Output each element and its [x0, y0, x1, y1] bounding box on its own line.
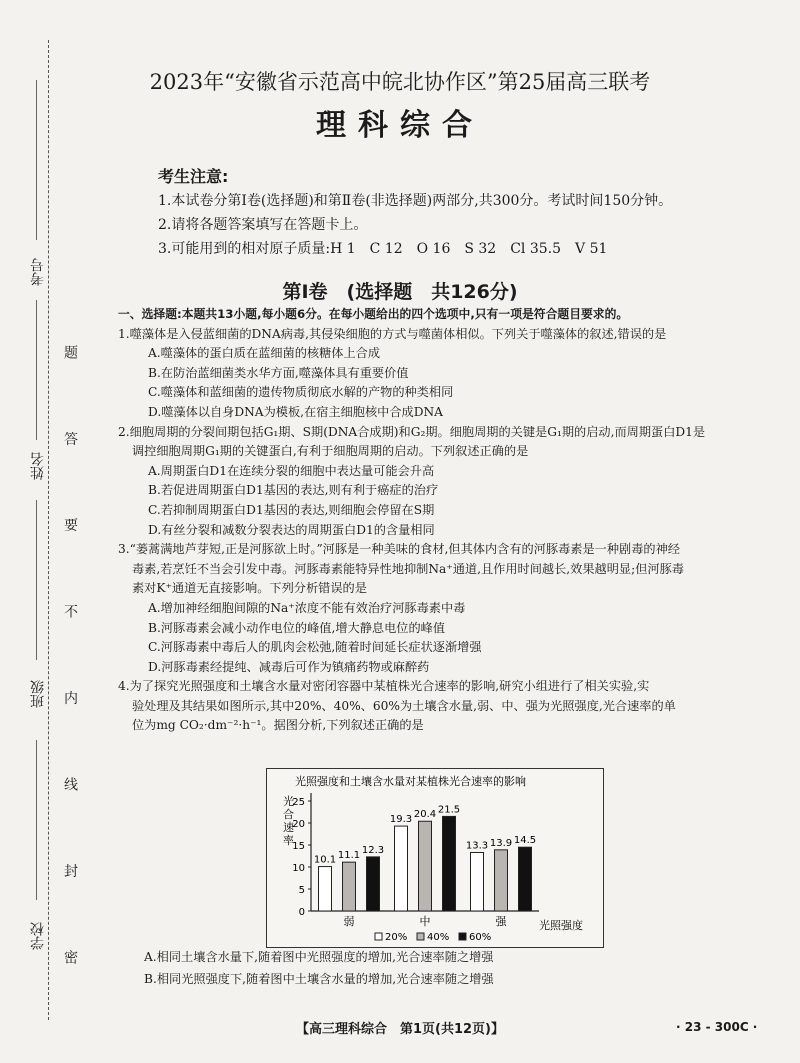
bar — [471, 852, 484, 911]
kaohao-label: 考号 — [30, 258, 46, 286]
bar — [419, 821, 432, 911]
bar — [495, 850, 508, 911]
q3-option-c: C.河豚毒素中毒后人的肌肉会松弛,随着时间延长症状逐渐增强 — [148, 640, 482, 655]
q3-stem-2: 毒素,若烹饪不当会引发中毒。河豚毒素能特异性地抑制Na⁺通道,且作用时间越长,效果越明显;但河豚毒 — [132, 561, 684, 576]
bar — [395, 826, 408, 911]
bar — [343, 862, 356, 911]
xuexiao-label: 学校 — [30, 922, 46, 950]
bar — [519, 847, 532, 911]
bar — [319, 867, 332, 911]
q1-option-b: B.在防治蓝细菌类水华方面,噬藻体具有重要价值 — [148, 365, 409, 380]
binding-margin — [0, 0, 100, 1063]
q3-stem: 3.“蒌蒿满地芦芽短,正是河豚欲上时。”河豚是一种美味的食材,但其体内含有的河豚毒素是一种剧毒的神经 — [118, 542, 680, 557]
cut-line — [48, 40, 49, 1020]
q4-option-a: A.相同土壤含水量下,随着图中光照强度的增加,光合速率随之增强 — [144, 950, 494, 964]
chart-ylabel: 光合速率 — [283, 795, 294, 847]
legend-label: 40% — [427, 932, 450, 943]
notice-heading: 考生注意: — [158, 167, 229, 186]
x-category-label: 中 — [419, 915, 431, 928]
q3-option-b: B.河豚毒素会减小动作电位的峰值,增大静息电位的峰值 — [148, 620, 446, 635]
bar-value-label: 12.3 — [361, 844, 385, 856]
x-category-label: 强 — [495, 915, 507, 928]
q1-option-d: D.噬藻体以自身DNA为模板,在宿主细胞核中合成DNA — [148, 404, 443, 419]
bar-value-label: 21.5 — [437, 804, 461, 816]
q2-option-a: A.周期蛋白D1在连续分裂的细胞中表达量可能会升高 — [148, 463, 435, 478]
exam-title: 2023年“安徽省示范高中皖北协作区”第25届高三联考 — [149, 70, 651, 94]
q1-option-c: C.噬藻体和蓝细菌的遗传物质彻底水解的产物的种类相同 — [148, 385, 454, 400]
legend-swatch — [459, 933, 466, 940]
q4-stem-2: 验处理及其结果如图所示,其中20%、40%、60%为土壤含水量,弱、中、强为光照强度,光合速率的单 — [132, 698, 676, 713]
page-footer: 【高三理科综合 第1页(共12页)】 — [295, 1022, 505, 1037]
notice-item: 3.可能用到的相对原子质量:H 1 C 12 O 16 S 32 Cl 35.5 V 51 — [158, 241, 608, 257]
y-tick-label: 20 — [292, 819, 305, 830]
q2-stem-2: 调控细胞周期G₁期的关键蛋白,有利于细胞周期的启动。下列叙述正确的是 — [132, 444, 529, 459]
legend-label: 20% — [385, 932, 408, 943]
q4-option-b: B.相同光照强度下,随着图中土壤含水量的增加,光合速率随之增强 — [144, 972, 494, 986]
chart-xlabel: 光照强度 — [539, 919, 583, 932]
seal-warning: 题 答 要 不 内 线 封 密 — [62, 345, 78, 999]
bar-value-label: 14.5 — [513, 835, 537, 847]
xuexiao-line — [36, 740, 37, 900]
bar-chart-figure — [266, 768, 604, 948]
bar-value-label: 20.4 — [413, 809, 437, 821]
bar — [367, 857, 380, 911]
banji-label: 班级 — [30, 680, 46, 708]
q1-option-a: A.噬藻体的蛋白质在蓝细菌的核糖体上合成 — [148, 346, 381, 361]
bar-value-label: 13.9 — [489, 837, 513, 849]
legend-swatch — [375, 933, 382, 940]
legend-swatch — [417, 933, 424, 940]
q3-option-a: A.增加神经细胞间隙的Na⁺浓度不能有效治疗河豚毒素中毒 — [148, 600, 466, 615]
q3-stem-3: 素对K⁺通道无直接影响。下列分析错误的是 — [132, 581, 367, 596]
y-tick-label: 15 — [292, 841, 305, 852]
q2-option-b: B.若促进周期蛋白D1基因的表达,则有利于癌症的治疗 — [148, 483, 439, 498]
banji-line — [36, 500, 37, 660]
section-title: 第Ⅰ卷 (选择题 共126分) — [282, 281, 518, 303]
notice-item: 1.本试卷分第Ⅰ卷(选择题)和第Ⅱ卷(非选择题)两部分,共300分。考试时间150分钟。 — [158, 193, 673, 209]
bar-value-label: 11.1 — [337, 850, 361, 862]
bar — [443, 816, 456, 911]
bar-value-label: 19.3 — [389, 814, 413, 826]
question-block — [118, 305, 758, 736]
q1-stem: 1.噬藻体是入侵蓝细菌的DNA病毒,其侵染细胞的方式与噬菌体相似。下列关于噬藻体的叙述,错误的是 — [118, 326, 667, 341]
subject-title: 理科综合 — [316, 108, 484, 143]
q3-option-d: D.河豚毒素经提纯、减毒后可作为镇痛药物或麻醉药 — [148, 659, 430, 674]
bar-value-label: 13.3 — [465, 840, 489, 852]
q4-stem-3: 位为mg CO₂·dm⁻²·h⁻¹。据图分析,下列叙述正确的是 — [132, 718, 424, 733]
exam-code: · 23 - 300C · — [676, 1020, 758, 1034]
q2-option-d: D.有丝分裂和减数分裂表达的周期蛋白D1的含量相同 — [148, 522, 435, 537]
notice-item: 2.请将各题答案填写在答题卡上。 — [158, 217, 368, 233]
q2-option-c: C.若抑制周期蛋白D1基因的表达,则细胞会停留在S期 — [148, 502, 435, 517]
q2-stem: 2.细胞周期的分裂间期包括G₁期、S期(DNA合成期)和G₂期。细胞周期的关键是G₁期的启动,而周期蛋白D1是 — [118, 424, 706, 439]
section-instruction: 一、选择题:本题共13小题,每小题6分。在每小题给出的四个选项中,只有一项是符合题目要求的。 — [118, 307, 629, 321]
xingming-label: 姓名 — [30, 452, 46, 480]
legend-label: 60% — [469, 932, 492, 943]
xingming-line — [36, 300, 37, 440]
bar-value-label: 10.1 — [313, 854, 337, 866]
bar-chart — [267, 769, 603, 947]
q4-stem: 4.为了探究光照强度和土壤含水量对密闭容器中某植株光合速率的影响,研究小组进行了相关实验,实 — [118, 679, 650, 694]
chart-title: 光照强度和土壤含水量对某植株光合速率的影响 — [295, 775, 526, 788]
y-tick-label: 10 — [292, 863, 305, 874]
y-tick-label: 5 — [298, 885, 305, 896]
y-tick-label: 0 — [298, 907, 305, 918]
x-category-label: 弱 — [343, 915, 355, 928]
y-tick-label: 25 — [292, 797, 305, 808]
